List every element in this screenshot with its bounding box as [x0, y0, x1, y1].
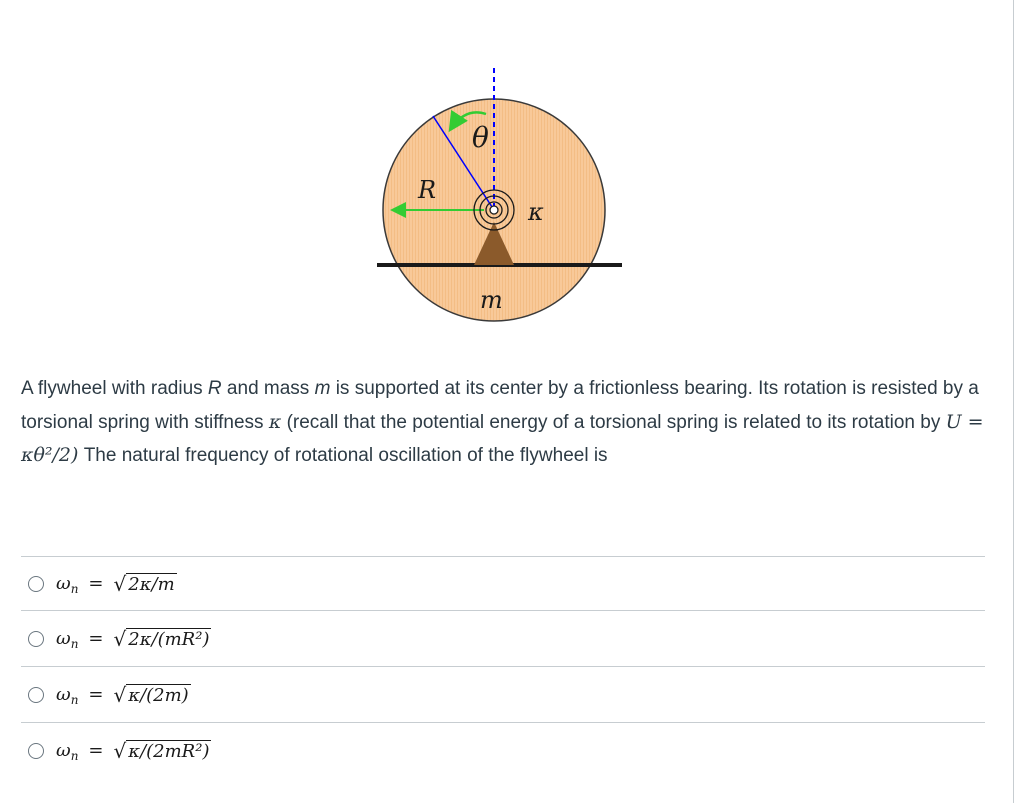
question-text-part: is supported at its center by a frictionless bearing. Its rotation is resisted by a torsional spring with stiffness: [21, 378, 979, 433]
stiffness-variable: κ: [268, 410, 282, 433]
kappa-label: κ: [528, 198, 544, 226]
radicand: 2κ/(mR²): [128, 628, 210, 650]
sqrt-icon: √: [113, 738, 127, 763]
bearing-center: [490, 206, 498, 214]
radio-button[interactable]: [28, 687, 44, 703]
omega-symbol: ω: [56, 740, 71, 761]
subscript: n: [70, 581, 79, 596]
equals-sign: =: [88, 628, 104, 649]
theta-label: θ: [472, 121, 489, 154]
question-text-part: The natural frequency of rotational oscillation of the flywheel is: [78, 445, 608, 466]
sqrt-icon: √: [113, 682, 127, 707]
answer-option-1[interactable]: [21, 556, 985, 610]
question-text-part: (recall that the potential energy of a torsional spring is related to its rotation by: [281, 411, 946, 433]
mass-label: m: [480, 286, 503, 314]
mass-variable: m: [314, 378, 331, 399]
sqrt-icon: √: [113, 571, 127, 596]
subscript: n: [70, 748, 79, 763]
answer-option-2[interactable]: [21, 610, 985, 666]
answer-list: [21, 556, 985, 778]
question-text-part: and mass: [221, 378, 315, 399]
equals-sign: =: [88, 573, 104, 594]
right-border: [1013, 0, 1014, 803]
answer-formula: [56, 627, 211, 651]
energy-formula: U = κθ²/2): [21, 410, 984, 466]
omega-symbol: ω: [56, 628, 71, 649]
omega-symbol: ω: [56, 684, 71, 705]
equals-sign: =: [88, 684, 104, 705]
radio-button[interactable]: [28, 576, 44, 592]
radio-button[interactable]: [28, 743, 44, 759]
answer-formula: [56, 739, 211, 763]
answer-formula: [56, 683, 191, 707]
subscript: n: [70, 692, 79, 707]
flywheel-figure: [370, 60, 630, 330]
radicand: κ/(2mR²): [128, 740, 210, 762]
subscript: n: [70, 636, 79, 651]
radio-button[interactable]: [28, 631, 44, 647]
equals-sign: =: [88, 740, 104, 761]
sqrt-icon: √: [113, 626, 127, 651]
omega-symbol: ω: [56, 573, 71, 594]
question-text-part: A flywheel with radius: [21, 378, 208, 399]
radicand: 2κ/m: [128, 573, 175, 595]
question-text: [21, 372, 996, 473]
answer-option-3[interactable]: [21, 666, 985, 722]
radicand: κ/(2m): [128, 684, 189, 706]
answer-option-4[interactable]: [21, 722, 985, 778]
radius-label: R: [418, 176, 437, 204]
answer-formula: [56, 572, 177, 596]
radius-variable: R: [207, 378, 222, 399]
